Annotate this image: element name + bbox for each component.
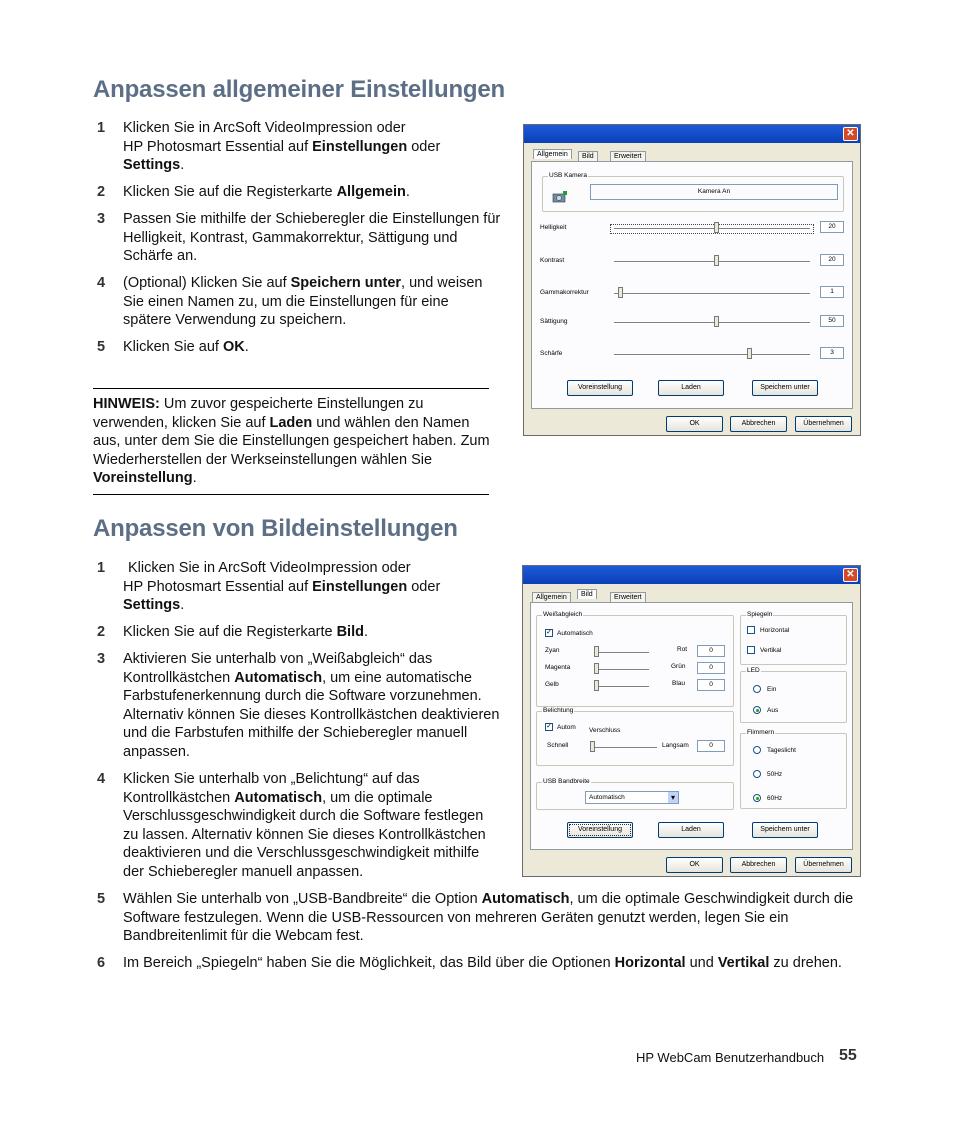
slider-track[interactable] (614, 354, 810, 356)
ok-button[interactable]: OK (666, 416, 723, 432)
slider-label: Helligkeit (540, 224, 567, 231)
color-label-magenta: Magenta (545, 664, 571, 671)
note-top-rule (93, 388, 489, 389)
usb-bandwidth-group: USB Bandbreite (536, 782, 734, 810)
page-number: 55 (839, 1047, 857, 1064)
slider-value[interactable]: 20 (820, 221, 844, 233)
mirror-group: Spiegeln (740, 615, 847, 665)
green-value[interactable]: 0 (697, 662, 725, 674)
load-button[interactable]: Laden (658, 822, 724, 838)
shutter-fast-label: Schnell (547, 742, 569, 749)
led-off-label: Aus (767, 707, 779, 714)
close-icon[interactable]: ✕ (843, 568, 858, 582)
tab-allgemein[interactable]: Allgemein (533, 149, 572, 159)
shutter-slider-thumb[interactable] (590, 741, 595, 752)
slider-track[interactable] (614, 293, 810, 295)
channel-label-green: Grün (671, 663, 686, 670)
step-number: 3 (97, 211, 106, 227)
settings-dialog-image (522, 565, 861, 877)
slider-value[interactable]: 50 (820, 315, 844, 327)
channel-label-blue: Blau (672, 680, 686, 687)
flicker-50hz-radio[interactable] (753, 770, 761, 778)
channel-label-red: Rot (677, 646, 688, 653)
step-number: 2 (97, 624, 106, 640)
tab-bild[interactable]: Bild (577, 589, 597, 599)
s1-step-1: 1 Klicken Sie in ArcSoft VideoImpression oder HP Photosmart Essential auf Einstellungen oder Settings. (97, 120, 441, 173)
step-number: 3 (97, 651, 106, 667)
step-number: 4 (97, 275, 106, 291)
tab-panel (531, 161, 853, 409)
tab-erweitert[interactable]: Erweitert (610, 592, 646, 602)
wb-slider-1[interactable] (595, 652, 649, 654)
shutter-slider[interactable] (591, 747, 657, 749)
flicker-daylight-label: Tageslicht (767, 747, 796, 754)
blue-value[interactable]: 0 (697, 679, 725, 691)
color-label-yellow: Gelb (545, 681, 559, 688)
white-balance-auto-label: Automatisch (557, 630, 593, 637)
wb-slider-2[interactable] (595, 669, 649, 671)
dialog-titlebar (523, 566, 860, 584)
shutter-value[interactable]: 0 (697, 740, 725, 752)
shutter-slow-label: Langsam (662, 742, 689, 749)
apply-button[interactable]: Übernehmen (795, 857, 852, 873)
slider-thumb[interactable] (714, 316, 719, 327)
shutter-label: Verschluss (589, 727, 621, 734)
led-on-label: Ein (767, 686, 777, 693)
flicker-daylight-radio[interactable] (753, 746, 761, 754)
slider-track[interactable] (614, 228, 810, 230)
white-balance-group: Weißabgleich (536, 615, 734, 707)
slider-label: Sättigung (540, 318, 568, 325)
slider-thumb[interactable] (714, 222, 719, 233)
cancel-button[interactable]: Abbrechen (730, 857, 787, 873)
section1-title: Anpassen allgemeiner Einstellungen (93, 76, 505, 103)
wb-slider-thumb[interactable] (594, 646, 599, 657)
wb-slider-3[interactable] (595, 686, 649, 688)
slider-label: Schärfe (540, 350, 563, 357)
step-number: 1 (97, 560, 106, 576)
dialog-titlebar (524, 125, 860, 143)
flicker-group: Flimmern (740, 733, 847, 809)
save-as-button[interactable]: Speichern unter (752, 822, 818, 838)
tab-allgemein[interactable]: Allgemein (532, 592, 571, 602)
default-button[interactable]: Voreinstellung (567, 822, 633, 838)
white-balance-auto-checkbox[interactable]: ✓ (546, 629, 552, 636)
flicker-60hz-radio[interactable] (753, 794, 761, 802)
led-on-radio[interactable] (753, 685, 761, 693)
exposure-group: Belichtung (536, 711, 734, 766)
step-number: 5 (97, 339, 106, 355)
usb-bandwidth-select[interactable]: Automatisch ▾ (585, 791, 679, 804)
mirror-horizontal-checkbox[interactable] (747, 626, 755, 634)
save-as-button[interactable]: Speichern unter (752, 380, 818, 396)
load-button[interactable]: Laden (658, 380, 724, 396)
led-group: LED (740, 671, 847, 723)
flicker-50hz-label: 50Hz (767, 771, 783, 778)
camera-status-field: Kamera An (590, 184, 838, 200)
slider-label: Kontrast (540, 257, 565, 264)
default-button[interactable]: Voreinstellung (567, 380, 633, 396)
close-icon[interactable]: ✕ (843, 127, 858, 141)
tab-panel (530, 602, 853, 850)
step-number: 6 (97, 955, 106, 971)
group-label: USB Kamera (549, 172, 587, 179)
camera-icon (552, 190, 568, 204)
slider-track[interactable] (614, 261, 810, 263)
tab-erweitert[interactable]: Erweitert (610, 151, 646, 161)
slider-thumb[interactable] (747, 348, 752, 359)
slider-track[interactable] (614, 322, 810, 324)
manual-title: HP WebCam Benutzerhandbuch (636, 1050, 825, 1065)
slider-value[interactable]: 3 (820, 347, 844, 359)
mirror-vertical-checkbox[interactable] (747, 646, 755, 654)
led-off-radio[interactable] (753, 706, 761, 714)
mirror-vertical-label: Vertikal (760, 647, 782, 654)
step-number: 1 (97, 120, 106, 136)
flicker-60hz-label: 60Hz (767, 795, 783, 802)
wb-slider-thumb[interactable] (594, 680, 599, 691)
step-number: 2 (97, 184, 106, 200)
note-bottom-rule (93, 494, 489, 495)
red-value[interactable]: 0 (697, 645, 725, 657)
color-label-cyan: Zyan (545, 647, 560, 654)
step-number: 4 (97, 771, 106, 787)
slider-thumb[interactable] (618, 287, 623, 298)
chevron-down-icon[interactable]: ▾ (668, 792, 678, 803)
section2-title: Anpassen von Bildeinstellungen (93, 515, 458, 542)
ok-button[interactable]: OK (666, 857, 723, 873)
step-number: 5 (97, 891, 106, 907)
slider-label: Gammakorrektur (540, 289, 589, 296)
settings-dialog-general (523, 124, 861, 436)
slider-value[interactable]: 20 (820, 254, 844, 266)
mirror-horizontal-label: Horizontal (760, 627, 790, 634)
wb-slider-thumb[interactable] (594, 663, 599, 674)
slider-thumb[interactable] (714, 255, 719, 266)
exposure-auto-label: Autom (557, 724, 576, 731)
tab-bild[interactable]: Bild (578, 151, 598, 161)
cancel-button[interactable]: Abbrechen (730, 416, 787, 432)
slider-value[interactable]: 1 (820, 286, 844, 298)
note-box: HINWEIS: Um zuvor gespeicherte Einstellungen zu verwenden, klicken Sie auf Laden und wählen den Namen aus, unter dem Sie die Einstellungen gespeichert haben. Zum Wiederherstellen der Werkseinstellungen wählen Sie Voreinstellung. (93, 396, 490, 486)
apply-button[interactable]: Übernehmen (795, 416, 852, 432)
exposure-auto-checkbox[interactable]: ✓ (546, 723, 552, 730)
